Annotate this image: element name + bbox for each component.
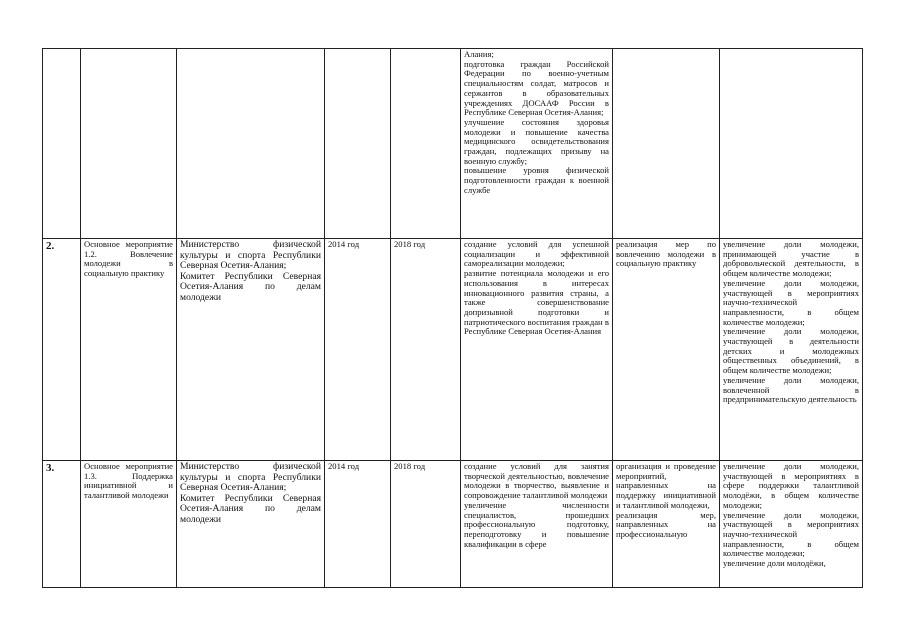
cell-indicators-text: увеличение доли молодежи, участвующей в мероприятиях в сфере поддержки талантливой молодёжи, в общем количестве молодежи; увеличение доли молодежи, участвующей в мероприятиях научно-технической направленности, в общем количестве молодежи; увеличение доли молодёжи, [723,461,859,569]
cell-executor [177,49,325,239]
cell-main-directions-text: реализация мер по вовлечению молодежи в социальную практику [616,239,716,269]
cell-end-year [391,239,461,461]
cell-executor-text: Министерство физической культуры и спорта Республики Северная Осетия-Алания; Комитет Республики Северная Осетия-Алания по делам молодежи [180,461,321,525]
table-row [43,49,863,239]
cell-start-year [325,49,391,239]
cell-executor-text: Министерство физической культуры и спорта Республики Северная Осетия-Алания; Комитет Республики Северная Осетия-Алания по делам молодежи [180,239,321,303]
cell-indicators [720,49,863,239]
cell-end-year [391,49,461,239]
cell-number-text: 2. [46,240,55,252]
cell-expected-results-text: создание условий для успешной социализации и эффективной самореализации молодежи; развитие потенциала молодежи и его использования в интересах инновационного развития страны, а также совершенствование допризывной подготовки и патриотического воспитания граждан в Республике Северная Осетия-Алания [464,239,609,337]
cell-end-year-text: 2018 год [394,461,426,471]
cell-activity-name [81,49,177,239]
cell-expected-results [461,461,613,588]
cell-end-year-text: 2018 год [394,239,426,249]
program-activities-table [42,48,863,588]
cell-expected-results-text: Алания; подготовка граждан Российской Федерации по военно-учетным специальностям солдат, матросов и сержантов в образовательных учреждениях ДОСААФ России в Республике Северная Осетия-Алания; улучшение состояния здоровья молодежи и повышение качества медицинского освидетельствования граждан, подлежащих призыву на военную службу; повышение уровня физической подготовленности граждан к военной службе [464,49,609,195]
cell-number [43,239,81,461]
cell-expected-results [461,49,613,239]
cell-executor [177,461,325,588]
cell-main-directions [613,239,720,461]
cell-start-year-text: 2014 год [328,239,360,249]
cell-executor [177,239,325,461]
cell-expected-results [461,239,613,461]
cell-main-directions [613,461,720,588]
cell-start-year-text: 2014 год [328,461,360,471]
cell-indicators-text: увеличение доли молодежи, принимающей участие в добровольческой деятельности, в общем количестве молодежи; увеличение доли молодежи, участвующей в мероприятиях научно-технической направленности, в общем количестве молодежи; увеличение доли молодежи, участвующей в деятельности детских и молодежных общественных объединений, в общем количестве молодежи; увеличение доли молодежи, вовлеченной в предпринимательскую деятельность [723,239,859,405]
cell-indicators [720,461,863,588]
cell-indicators [720,239,863,461]
cell-number-text: 3. [46,462,55,474]
cell-main-directions [613,49,720,239]
cell-activity-name [81,239,177,461]
cell-activity-name [81,461,177,588]
cell-number [43,49,81,239]
cell-main-directions-text: организация и проведение мероприятий, направленных на поддержку инициативной и талантливой молодежи, реализация мер, направленных на профессиональную [616,461,716,539]
cell-expected-results-text: создание условий для занятия творческой деятельностью, вовлечение молодежи в творчество, выявление и сопровождение талантливой молодежи увеличение численности специалистов, прошедших профессиональную подготовку, переподготовку и повышение квалификации в сфере [464,461,609,549]
table-row [43,239,863,461]
cell-start-year [325,461,391,588]
cell-activity-name-text: Основное мероприятие 1.3. Поддержка инициативной и талантливой молодежи [84,461,173,501]
cell-start-year [325,239,391,461]
cell-number [43,461,81,588]
cell-end-year [391,461,461,588]
table-row [43,461,863,588]
cell-activity-name-text: Основное мероприятие 1.2. Вовлечение молодежи в социальную практику [84,239,173,279]
